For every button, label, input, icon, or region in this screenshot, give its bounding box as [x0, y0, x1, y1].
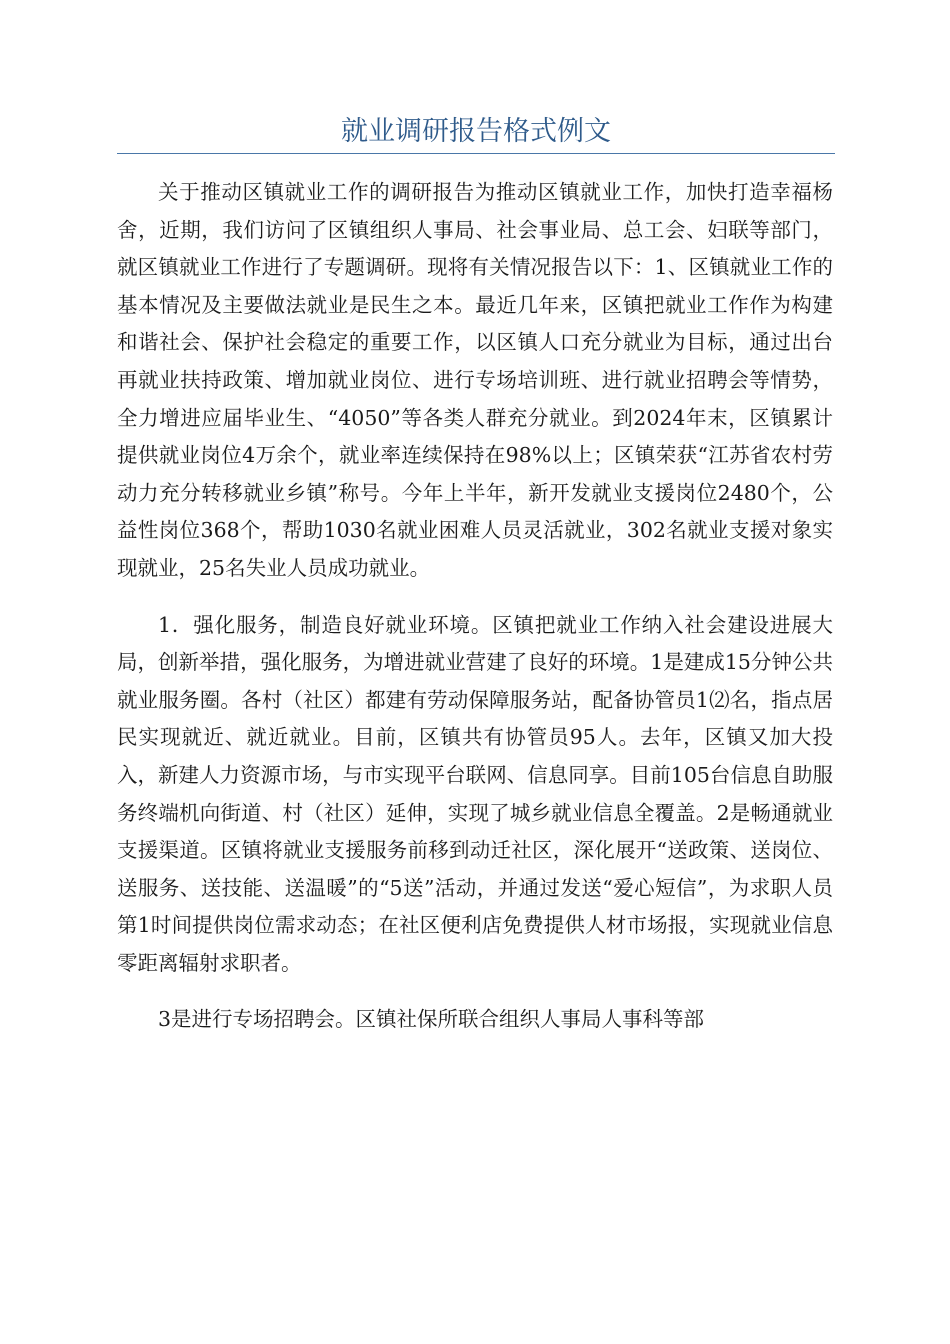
paragraph-service: 1．强化服务，制造良好就业环境。区镇把就业工作纳入社会建设进展大局，创新举措，强化服务，为增进就业营建了良好的环境。1是建成15分钟公共就业服务圈。各村（社区）都建有劳动保障服务站，配备协管员1⑵名，指点居民实现就近、就近就业。目前，区镇共有协管员95人。去年，区镇又加大投入，新建人力资源市场，与市实现平台联网、信息同享。目前105台信息自助服务终端机向街道、村（社区）延伸，实现了城乡就业信息全覆盖。2是畅通就业支援渠道。区镇将就业支援服务前移到动迁社区，深化展开“送政策、送岗位、送服务、送技能、送温暖”的“5送”活动，并通过发送“爱心短信”，为求职人员第1时间提供岗位需求动态；在社区便利店免费提供人材市场报，实现就业信息零距离辐射求职者。: [117, 612, 833, 975]
paragraph-intro: 关于推动区镇就业工作的调研报告为推动区镇就业工作，加快打造幸福杨舍，近期，我们访问了区镇组织人事局、社会事业局、总工会、妇联等部门，就区镇就业工作进行了专题调研。现将有关情况报告以下：1、区镇就业工作的基本情况及主要做法就业是民生之本。最近几年来，区镇把就业工作作为构建和谐社会、保护社会稳定的重要工作，以区镇人口充分就业为目标，通过出台再就业扶持政策、增加就业岗位、进行专场培训班、进行就业招聘会等情势，全力增进应届毕业生、“4050”等各类人群充分就业。到2024年末，区镇累计提供就业岗位4万余个，就业率连续保持在98%以上；区镇荣获“江苏省农村劳动力充分转移就业乡镇”称号。今年上半年，新开发就业支援岗位2480个，公益性岗位368个，帮助1030名就业困难人员灵活就业，302名就业支援对象实现就业，25名失业人员成功就业。: [117, 180, 833, 580]
document-title: 就业调研报告格式例文: [341, 116, 611, 147]
title-underline: [117, 153, 835, 154]
document-body: [117, 174, 833, 1039]
paragraph-recruitment: 3是进行专场招聘会。区镇社保所联合组织人事局人事科等部: [158, 1007, 705, 1032]
